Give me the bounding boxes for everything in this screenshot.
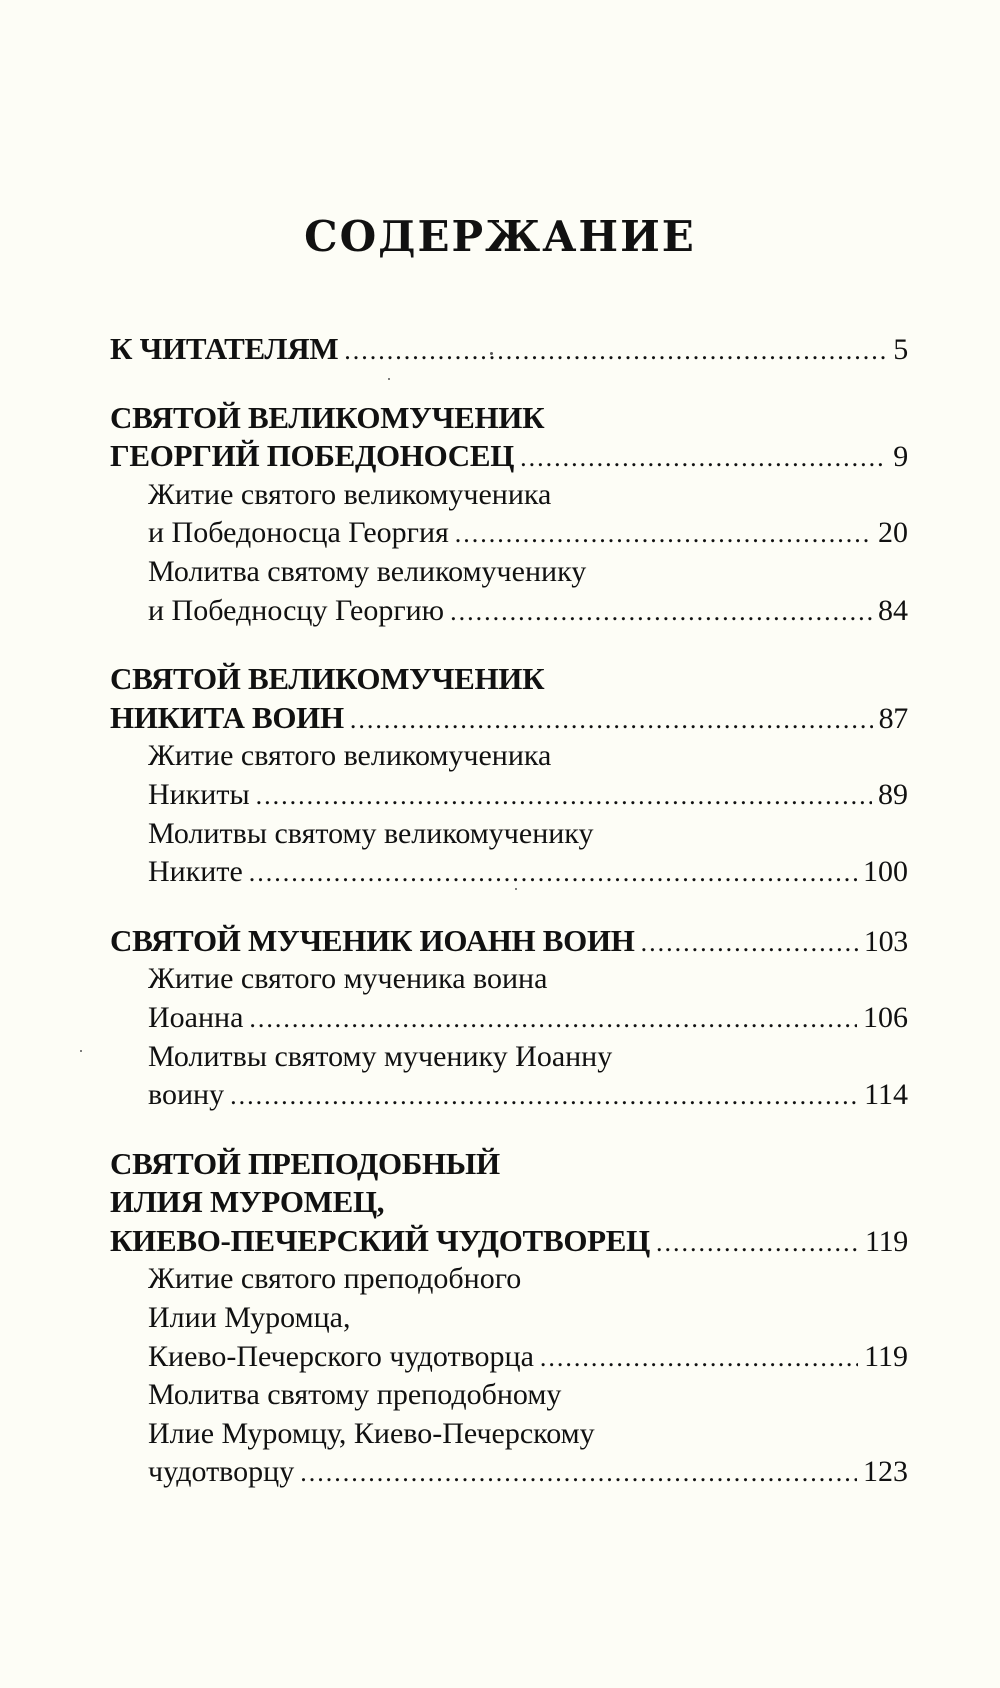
dot-leader [300,1454,857,1493]
toc-subentry-line [110,1038,908,1077]
toc-subentry-line [110,1376,908,1415]
page-title: СОДЕРЖАНИЕ [304,212,696,261]
page-number: 123 [863,1455,908,1489]
toc-heading-line [110,660,908,699]
page-number: 106 [863,1000,908,1034]
page-number: 87 [878,701,908,735]
dot-leader [540,1339,858,1378]
toc-subentry-line [110,960,908,999]
toc-subentry-text: Киево-Печерского чудотворца [148,1339,534,1373]
page-number: 119 [865,1224,908,1258]
toc-subentry-text: и Победоносца Георгия [148,516,449,550]
toc-heading-line [110,399,908,438]
page-number: 114 [864,1078,908,1112]
toc-heading-line [110,1222,908,1261]
toc-subentry-text: и Победносцу Георгию [148,593,445,627]
toc-subentry-line [110,999,908,1038]
table-of-contents [110,330,908,1522]
toc-heading-line [110,699,908,738]
toc-subentry-text: Илии Муромца, [148,1301,351,1335]
toc-subentry-text: Молитвы святому мученику Иоанну [148,1039,613,1073]
toc-heading-line [110,922,908,961]
toc-subentry-text: Илие Муромцу, Киево-Печерскому [148,1416,595,1450]
toc-subentry-line [110,553,908,592]
toc-subentry-text: воину [148,1078,225,1112]
toc-section [110,1145,908,1492]
toc-subentry-text: Житие святого преподобного [148,1262,522,1296]
toc-heading-line [110,1145,908,1184]
toc-subentry-text: Никите [148,855,243,889]
toc-subentry-line [110,776,908,815]
toc-subentry-text: Житие святого великомученика [148,477,552,511]
print-speck [490,352,493,355]
toc-subentry-line [110,1338,908,1377]
toc-subentry-line [110,476,908,515]
toc-subentry-line [110,1453,908,1492]
print-speck [80,1050,82,1052]
toc-subentry-text: Молитва святому преподобному [148,1378,562,1412]
toc-heading-text: К ЧИТАТЕЛЯМ [110,331,339,366]
toc-subentry-line [110,1299,908,1338]
toc-heading-line [110,1183,908,1222]
page-number: 100 [863,855,908,889]
toc-heading-text: ИЛИЯ МУРОМЕЦ, [110,1184,385,1220]
page-number: 9 [893,440,908,474]
toc-subentry-line [110,1260,908,1299]
toc-heading-text: СВЯТОЙ ПРЕПОДОБНЫЙ [110,1145,500,1181]
print-speck [515,888,517,890]
toc-heading-text: СВЯТОЙ ВЕЛИКОМУЧЕНИК [110,661,545,697]
dot-leader [520,439,887,478]
toc-subentry-line [110,1415,908,1454]
toc-subentry-text: Молитва святому великомученику [148,554,587,588]
page-number: 84 [878,593,908,627]
page-number: 119 [864,1339,908,1373]
toc-heading-line [110,330,908,369]
toc-heading-text: СВЯТОЙ МУЧЕНИК ИОАНН ВОИН [110,922,635,958]
toc-heading-line [110,437,908,476]
dot-leader [230,1077,858,1116]
page-number: 20 [878,516,908,550]
toc-section [110,660,908,892]
toc-subentry-line [110,592,908,631]
toc-subentry-text: чудотворцу [148,1455,295,1489]
dot-leader [450,593,872,632]
dot-leader [641,924,858,963]
dot-leader [455,515,872,554]
toc-subentry-line [110,853,908,892]
toc-subentry-line [110,1076,908,1115]
dot-leader [256,777,872,816]
dot-leader [249,1000,857,1039]
dot-leader [249,854,857,893]
page-number: 5 [893,333,908,366]
toc-subentry-text: Житие святого мученика воина [148,962,548,996]
dot-leader [656,1224,859,1263]
toc-heading-text: ГЕОРГИЙ ПОБЕДОНОСЕЦ [110,438,515,474]
print-speck [388,378,390,380]
toc-subentry-text: Житие святого великомученика [148,739,552,773]
toc-heading-text: СВЯТОЙ ВЕЛИКОМУЧЕНИК [110,399,545,435]
page-number: 89 [878,777,908,811]
toc-section [110,330,908,369]
dot-leader [344,332,887,371]
toc-subentry-line [110,737,908,776]
toc-section [110,399,908,631]
toc-subentry-text: Молитвы святому великомученику [148,816,594,850]
page-number: 103 [863,924,908,958]
toc-subentry-text: Иоанна [148,1000,244,1034]
toc-subentry-line [110,815,908,854]
toc-section [110,922,908,1115]
toc-subentry-text: Никиты [148,777,250,811]
toc-subentry-line [110,514,908,553]
toc-heading-text: НИКИТА ВОИН [110,699,344,735]
dot-leader [350,701,873,740]
toc-heading-text: КИЕВО-ПЕЧЕРСКИЙ ЧУДОТВОРЕЦ [110,1222,650,1258]
